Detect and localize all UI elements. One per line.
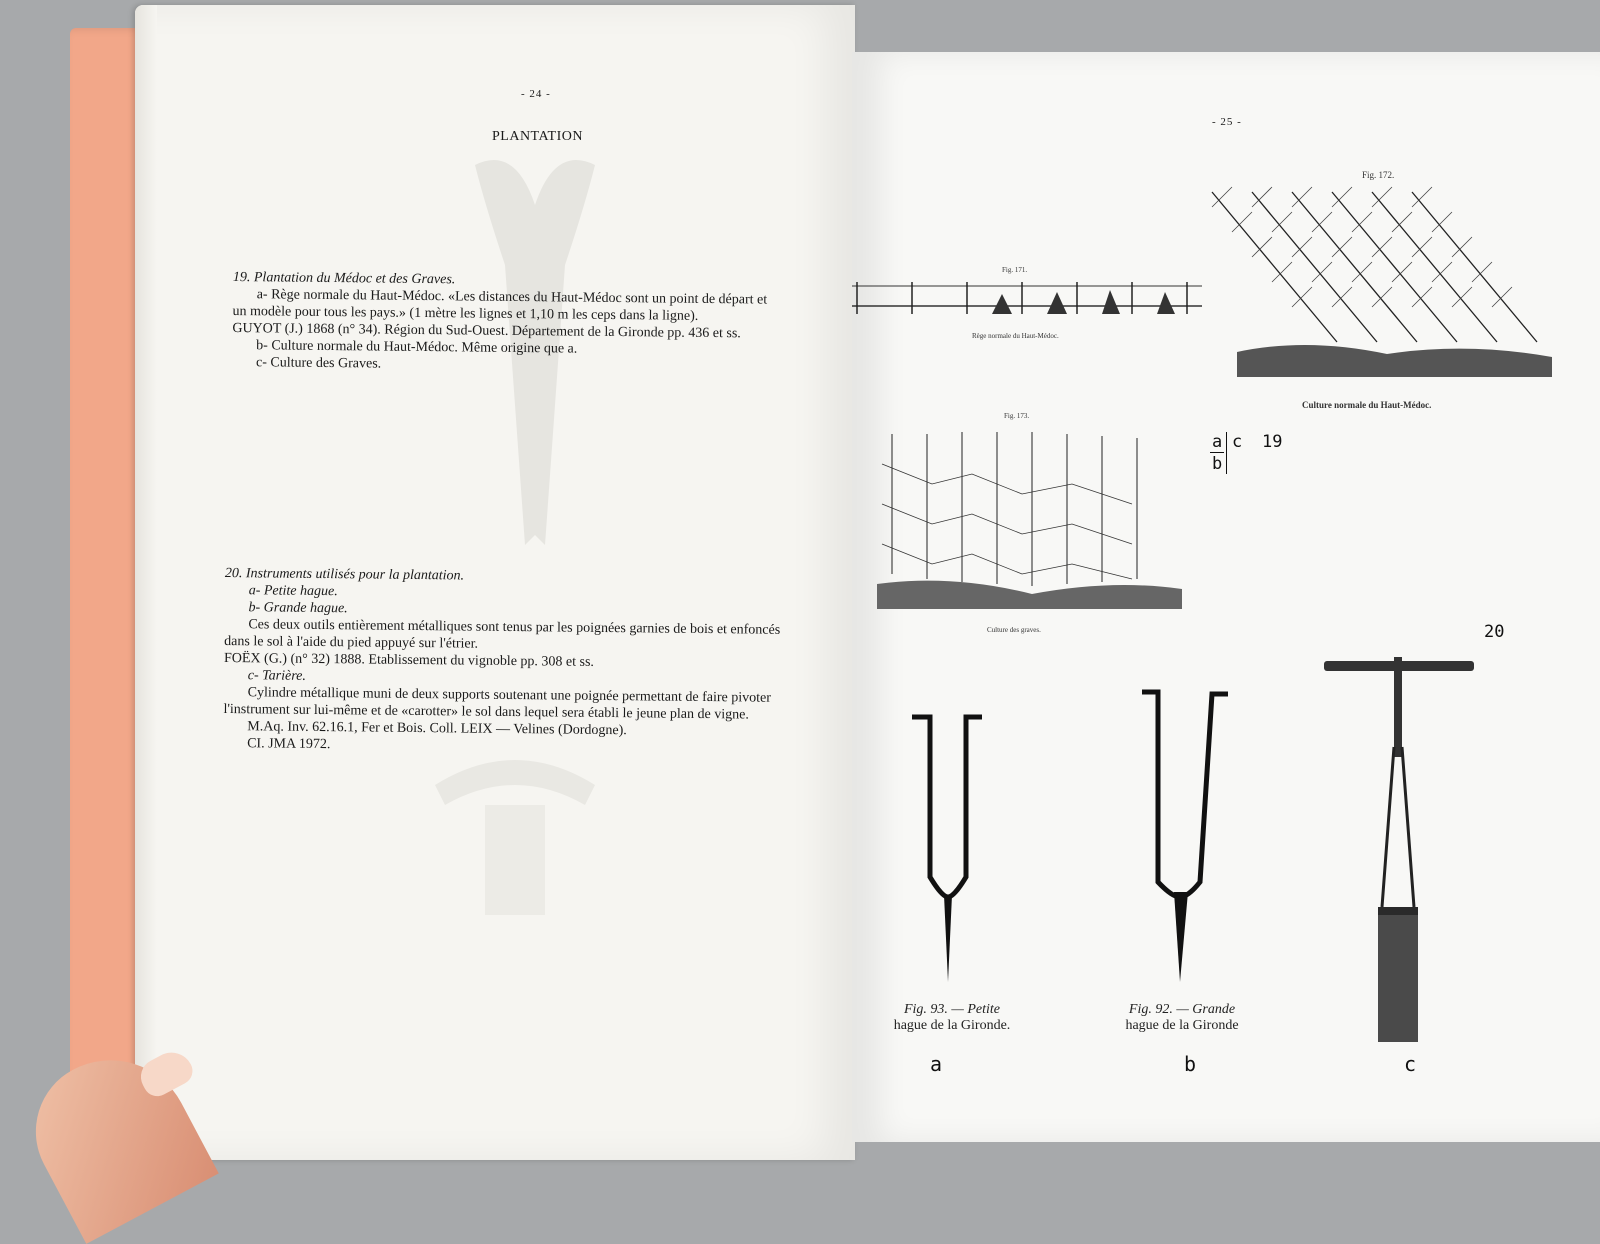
fig92-caption-line-2: hague de la Gironde bbox=[1125, 1018, 1239, 1033]
fig93-caption-line-1: Fig. 93. — Petite bbox=[903, 1002, 1001, 1017]
fig171-caption: Rège normale du Haut-Médoc. bbox=[972, 332, 1059, 340]
section-20-item-a: a- Petite hague. bbox=[248, 583, 338, 600]
section-20-line-4: Cylindre métallique muni de deux supports soutenant une poignée permettant de faire pivoter bbox=[247, 685, 772, 706]
tool-label-b: b bbox=[1184, 1052, 1197, 1076]
page-number-left: - 24 - bbox=[521, 88, 551, 100]
section-19-title: 19. Plantation du Médoc et des Graves. bbox=[232, 269, 456, 288]
section-19-line-4: b- Culture normale du Haut-Médoc. Même origine que a. bbox=[256, 338, 578, 357]
fig93-caption-line-2: hague de la Gironde. bbox=[893, 1018, 1011, 1033]
petite-hague-illustration bbox=[902, 707, 992, 997]
layout-key-divider-h bbox=[1210, 452, 1224, 453]
show-through-tool bbox=[415, 745, 615, 925]
section-20-line-6: M.Aq. Inv. 62.16.1, Fer et Bois. Coll. LEIX — Velines (Dordogne). bbox=[247, 719, 627, 739]
section-19-line-1: a- Rège normale du Haut-Médoc. «Les distances du Haut-Médoc sont un point de départ et bbox=[256, 287, 768, 308]
fig172-illustration bbox=[1207, 182, 1557, 392]
section-20 bbox=[223, 565, 835, 758]
section-20-item-c: c- Tarière. bbox=[247, 668, 306, 684]
layout-key-a: a bbox=[1212, 432, 1223, 452]
fig173-caption: Culture des graves. bbox=[987, 626, 1041, 634]
section-20-line-7: CI. JMA 1972. bbox=[247, 736, 331, 753]
section-19-line-3: GUYOT (J.) 1868 (n° 34). Région du Sud-Ouest. Département de la Gironde pp. 436 et ss. bbox=[232, 320, 741, 342]
fig172-caption: Culture normale du Haut-Médoc. bbox=[1302, 400, 1432, 410]
fig92-caption bbox=[1092, 1002, 1272, 1034]
section-20-line-5: l'instrument sur lui-même et de «carotter» le sol dans lequel sera établi le jeune plan de vigne. bbox=[223, 701, 749, 723]
fig173-illustration bbox=[872, 424, 1192, 624]
fig92-caption-line-1: Fig. 92. — Grande bbox=[1128, 1002, 1236, 1017]
tariere-illustration bbox=[1322, 657, 1482, 1047]
section-19 bbox=[232, 269, 843, 377]
section-19-line-2: un modèle pour tous les pays.» (1 mètre les lignes et 1,10 m les ceps dans la ligne). bbox=[232, 303, 699, 324]
section-20-line-1: Ces deux outils entièrement métalliques sont tenus par les poignées garnies de bois et enfoncés bbox=[248, 617, 781, 638]
fig171-illustration bbox=[852, 274, 1202, 334]
tool-label-c: c bbox=[1404, 1052, 1417, 1076]
left-page bbox=[135, 5, 855, 1160]
fig172-label: Fig. 172. bbox=[1362, 170, 1395, 180]
fig171-label: Fig. 171. bbox=[1002, 266, 1028, 274]
page-number-right: - 25 - bbox=[1212, 116, 1242, 128]
tool-label-a: a bbox=[930, 1052, 943, 1076]
section-20-item-b: b- Grande hague. bbox=[248, 600, 348, 617]
layout-key-number: 19 bbox=[1262, 432, 1283, 452]
page-heading: PLANTATION bbox=[492, 129, 583, 144]
section-20-line-2: dans le sol à l'aide du pied appuyé sur l'étrier. bbox=[224, 633, 479, 652]
right-page bbox=[852, 52, 1600, 1142]
layout-key-b: b bbox=[1212, 454, 1223, 474]
section-20-title: 20. Instruments utilisés pour la plantation. bbox=[224, 565, 465, 584]
section-19-line-5: c- Culture des Graves. bbox=[255, 355, 382, 372]
layout-key-divider-v bbox=[1226, 432, 1227, 474]
figure-marker-20: 20 bbox=[1484, 622, 1505, 642]
fig173-label: Fig. 173. bbox=[1004, 412, 1030, 420]
section-20-line-3: FOËX (G.) (n° 32) 1888. Etablissement du vignoble pp. 308 et ss. bbox=[223, 650, 595, 670]
grande-hague-illustration bbox=[1132, 682, 1232, 992]
fig93-caption bbox=[862, 1002, 1042, 1034]
layout-key-c: c bbox=[1232, 432, 1243, 452]
